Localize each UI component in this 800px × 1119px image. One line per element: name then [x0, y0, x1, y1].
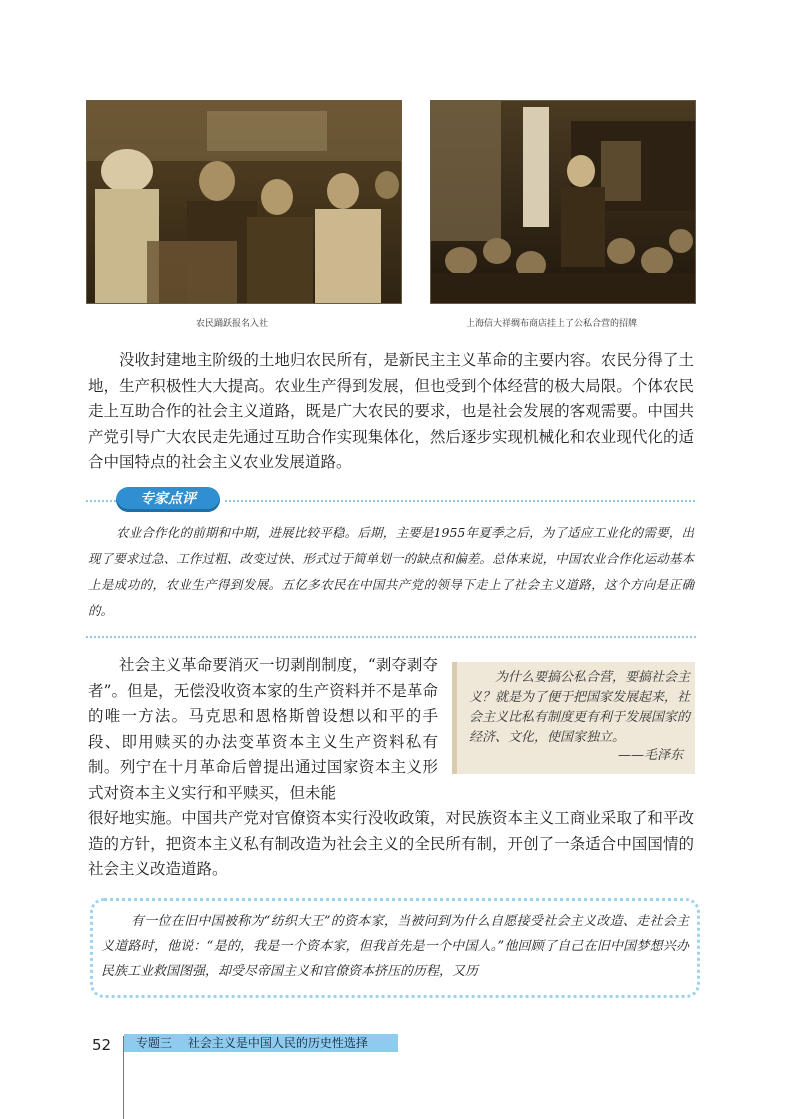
footer-chapter-title: 社会主义是中国人民的历史性选择 [187, 1036, 368, 1050]
body-paragraph-socialist-revolution: 社会主义革命要消灭一切剥削制度，“剥夺剥夺者”。但是，无偿没收资本家的生产资料并不是革命的唯一方法。马克思和恩格斯曾设想以和平的手段、即用赎买的办法变革资本主义生产资料私有制。列宁在十月革命后曾提出通过国家资本主义形式对资本主义实行和平赎买，但未能 [88, 656, 438, 802]
photo-shop-sign [430, 100, 696, 304]
quote-text: 为什么要搞公私合营，要搞社会主义？就是为了便于把国家发展起来，社会主义比私有制度更有利于发展国家的经济、文化，使国家独立。 [469, 670, 691, 745]
page-number: 52 [92, 1036, 112, 1054]
expert-commentary-text: 农业合作化的前期和中期，进展比较平稳。后期，主要是1955年夏季之后，为了适应工业化的需要，出现了要求过急、工作过粗、改变过快、形式过于简单划一的缺点和偏差。总体来说，中国农业合作化运动基本上是成功的，农业生产得到发展。五亿多农民在中国共产党的领导下走上了社会主义道路，这个方向是正确的。 [88, 525, 694, 618]
photo-farmers-signing-up [86, 100, 402, 304]
quote-box [452, 662, 695, 774]
divider-dotted-bottom [86, 636, 696, 638]
story-text: 有一位在旧中国被称为“纺织大王”的资本家，当被问到为什么自愿接受社会主义改造、走社会主义道路时，他说：“是的，我是一个资本家，但我首先是一个中国人。”他回顾了自己在旧中国梦想兴办民族工业救国图强，却受尽帝国主义和官僚资本挤压的历程，又历 [101, 914, 689, 979]
photo-farmers-image [87, 101, 401, 303]
story-box [90, 898, 700, 998]
body-paragraph-land-reform: 没收封建地主阶级的土地归农民所有，是新民主主义革命的主要内容。农民分得了土地，生产积极性大大提高。农业生产得到发展，但也受到个体经营的极大局限。个体农民走上互助合作的社会主义道路，既是广大农民的要求，也是社会发展的客观需要。中国共产党引导广大农民走先通过互助合作实现集体化，然后逐步实现机械化和农业现代化的适合中国特点的社会主义农业发展道路。 [88, 351, 694, 471]
photo-caption-left: 农民踊跃报名入社 [196, 319, 269, 329]
quote-author: ——毛泽东 [617, 748, 683, 763]
photo-caption-right: 上海信大祥绸布商店挂上了公私合营的招牌 [466, 319, 638, 329]
footer-chapter-bar [124, 1034, 398, 1052]
expert-commentary-badge: 专家点评 [116, 487, 220, 512]
photo-shop-image [431, 101, 695, 303]
body-paragraph-socialist-revolution-cont: 很好地实施。中国共产党对官僚资本实行没收政策，对民族资本主义工商业采取了和平改造的方针，把资本主义私有制改造为社会主义的全民所有制，开创了一条适合中国国情的社会主义改造道路。 [88, 809, 694, 878]
divider-dotted-top-left [86, 500, 116, 502]
footer-chapter-label: 专题三 [136, 1036, 173, 1050]
divider-dotted-top [225, 500, 695, 502]
